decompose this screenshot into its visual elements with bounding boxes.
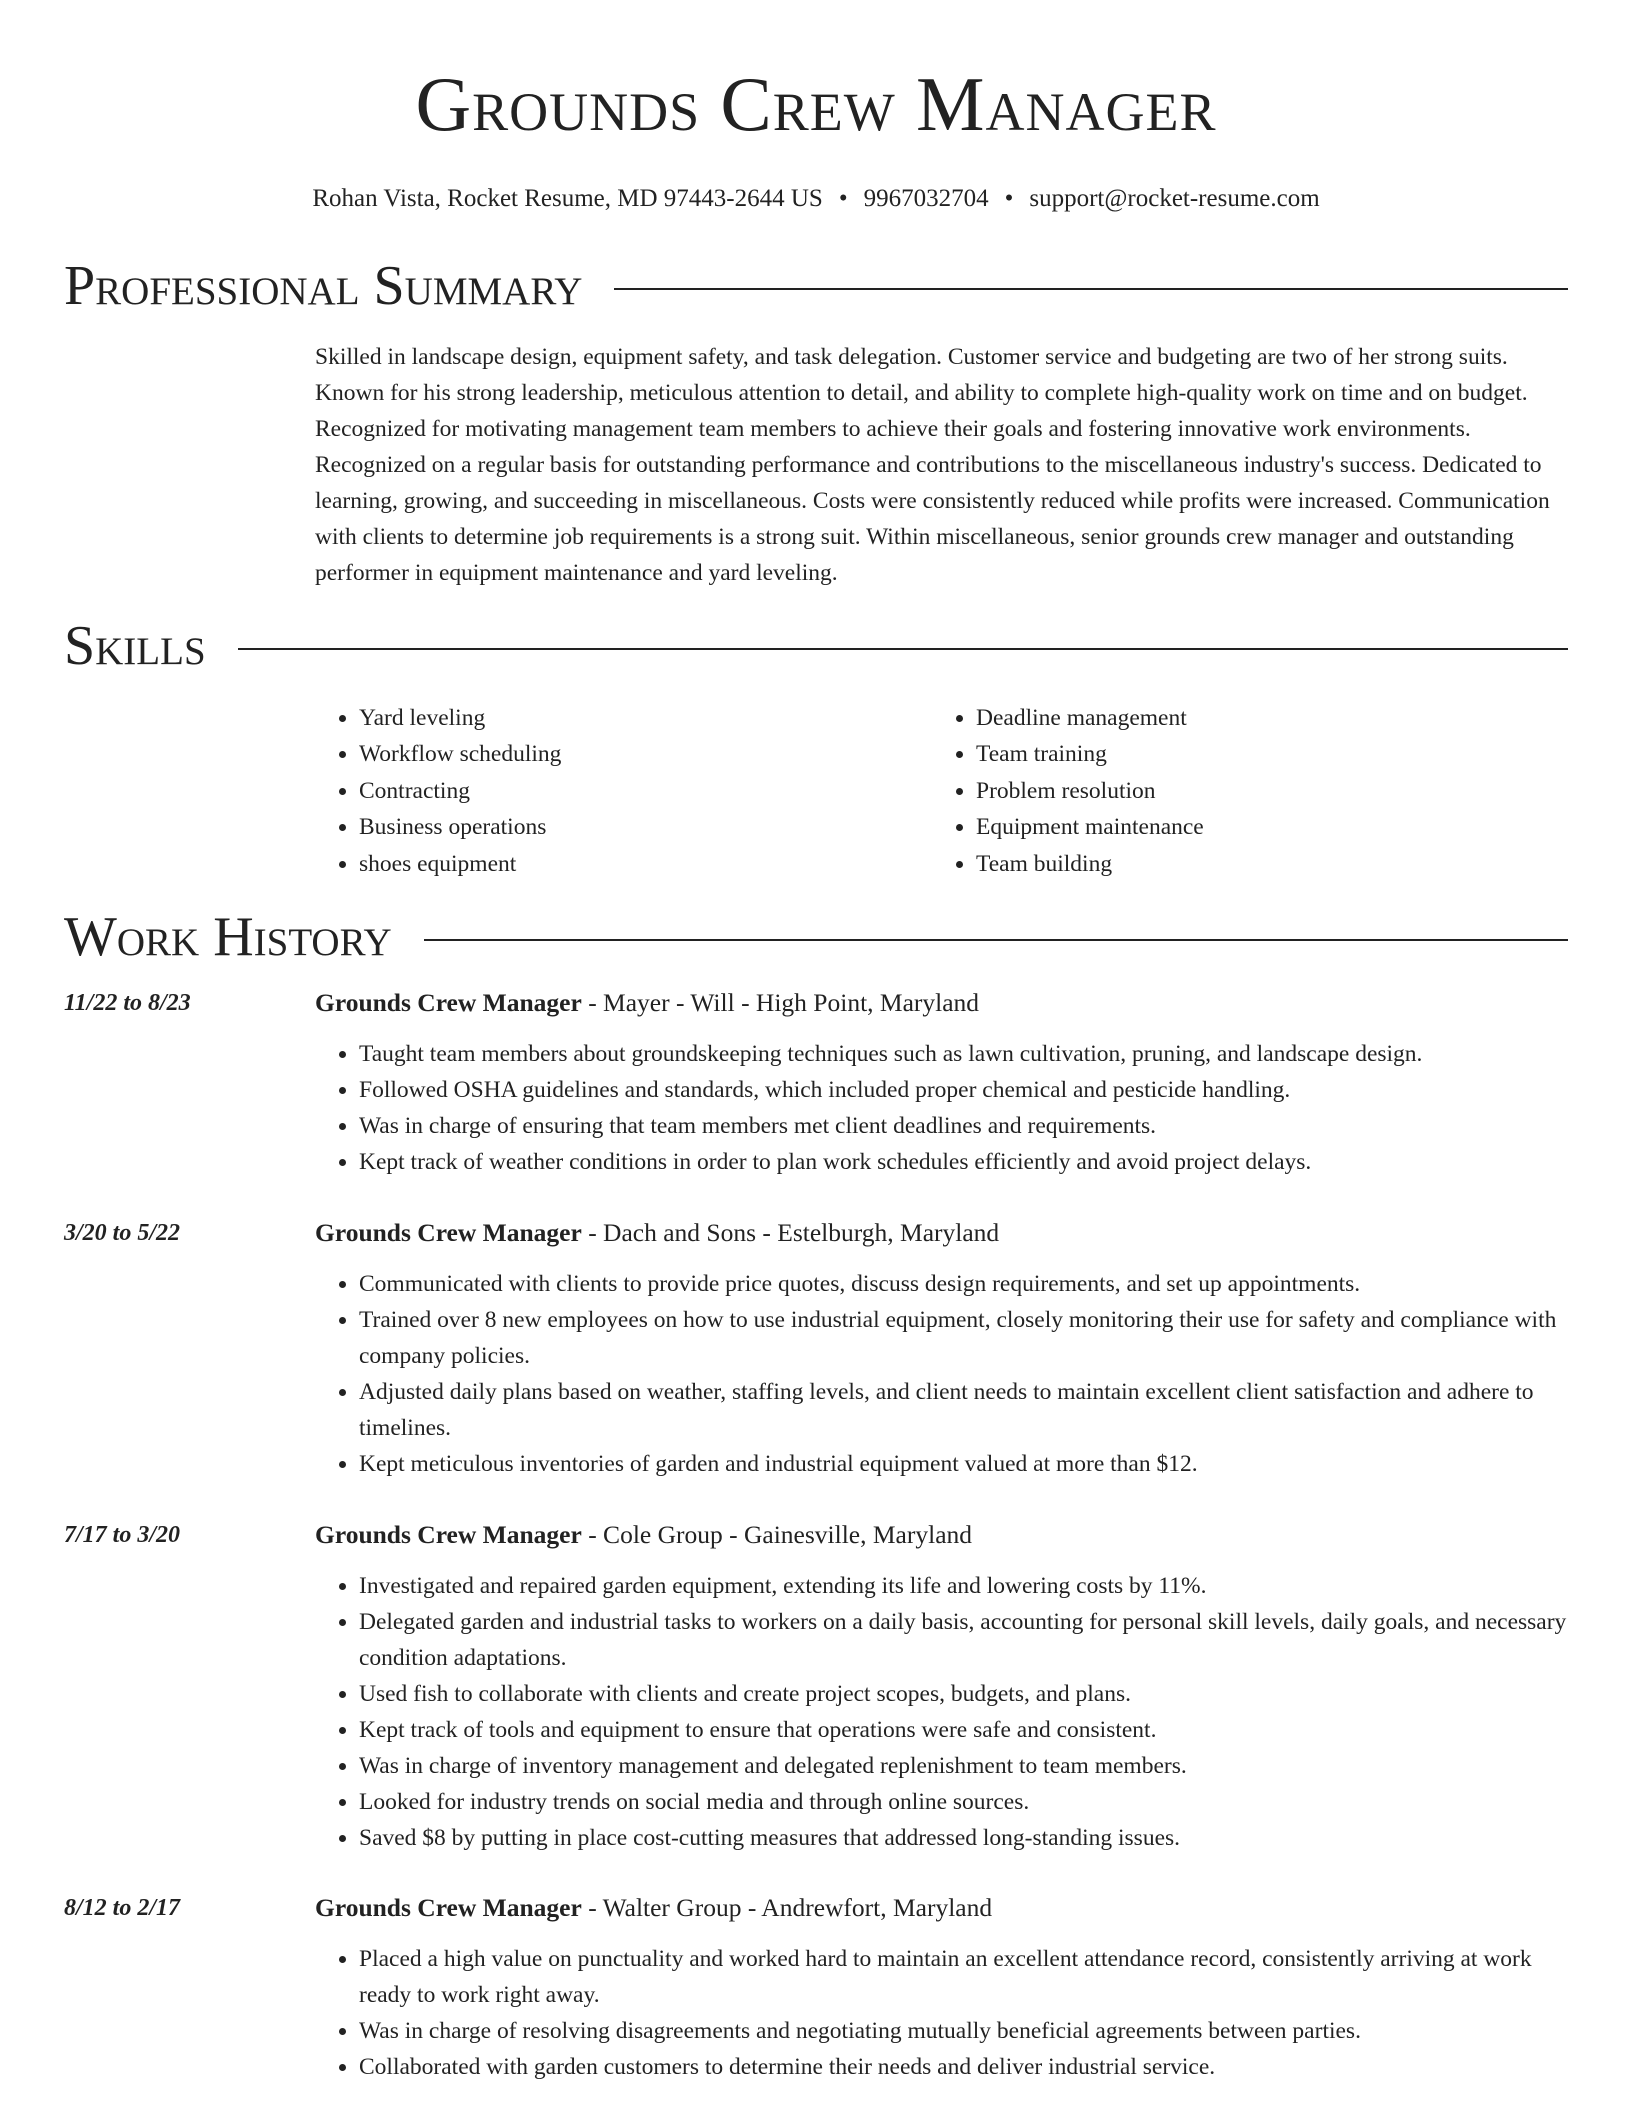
job-employer-location: - Mayer - Will - High Point, Maryland [581, 988, 980, 1017]
skills-section-header [64, 614, 1568, 678]
job-bullet: • Was in charge of resolving disagreements and negotiating mutually beneficial agreements between parties. [359, 2013, 1568, 2049]
job-bullet: • Adjusted daily plans based on weather, staffing levels, and client needs to maintain excellent client satisfaction and adhere to timelines. [359, 1374, 1568, 1446]
job-employer-location: - Dach and Sons - Estelburgh, Maryland [581, 1218, 1000, 1247]
skill-item: • Deadline management [976, 700, 1549, 736]
job-bullet: • Communicated with clients to provide price quotes, discuss design requirements, and set up appointments. [359, 1266, 1568, 1302]
job-dates: 8/12 to 2/17 [64, 1895, 181, 1921]
job-bullets [315, 1266, 1568, 1482]
skill-item: • shoes equipment [359, 846, 932, 882]
job-entry [64, 986, 1568, 1180]
skills-column-left [315, 700, 932, 882]
skill-item: • Business operations [359, 809, 932, 845]
job-bullets [315, 1941, 1568, 2085]
contact-address: Rohan Vista, Rocket Resume, MD 97443-2644 US [312, 185, 823, 212]
job-title-line [315, 986, 1568, 1020]
section-divider [424, 939, 1568, 941]
job-entry [64, 1518, 1568, 1856]
job-title-line [315, 1216, 1568, 1250]
skill-item: • Team building [976, 846, 1549, 882]
job-title: Grounds Crew Manager [315, 1893, 582, 1922]
job-bullet: • Trained over 8 new employees on how to use industrial equipment, closely monitoring their use for safety and compliance with company policies. [359, 1302, 1568, 1374]
skill-item: • Contracting [359, 773, 932, 809]
job-bullet: • Collaborated with garden customers to determine their needs and deliver industrial service. [359, 2049, 1568, 2085]
skill-item: • Problem resolution [976, 773, 1549, 809]
skill-item: • Workflow scheduling [359, 736, 932, 772]
job-title-line [315, 1891, 1568, 1925]
job-title: Grounds Crew Manager [315, 1218, 582, 1247]
contact-email: support@rocket-resume.com [1029, 185, 1320, 212]
job-bullet: • Taught team members about groundskeeping techniques such as lawn cultivation, pruning, and landscape design. [359, 1036, 1568, 1072]
job-dates: 11/22 to 8/23 [64, 990, 191, 1016]
job-bullet: • Followed OSHA guidelines and standards, which included proper chemical and pesticide handling. [359, 1072, 1568, 1108]
job-bullets [315, 1036, 1568, 1180]
work-history-section-header [64, 905, 1568, 969]
skill-item: • Equipment maintenance [976, 809, 1549, 845]
job-title: Grounds Crew Manager [315, 988, 582, 1017]
job-bullet: • Investigated and repaired garden equipment, extending its life and lowering costs by 11%. [359, 1568, 1568, 1604]
skills-column-right [932, 700, 1549, 882]
job-bullet: • Placed a high value on punctuality and worked hard to maintain an excellent attendance record, consistently arriving at work ready to work right away. [359, 1941, 1568, 2013]
job-employer-location: - Cole Group - Gainesville, Maryland [581, 1520, 973, 1549]
job-bullet: • Was in charge of ensuring that team members met client deadlines and requirements. [359, 1108, 1568, 1144]
summary-heading: Professional Summary [64, 255, 583, 317]
skill-item: • Team training [976, 736, 1549, 772]
summary-text: Skilled in landscape design, equipment safety, and task delegation. Customer service and budgeting are two of her strong suits. Known for his strong leadership, meticulous attention to detail, and ability to complete high-quality work on time and on budget. Recognized for motivating management team members to achieve their goals and fostering innovative work environments. Recognized on a regular basis for outstanding performance and contributions to the miscellaneous industry's success. Dedicated to learning, growing, and succeeding in miscellaneous. Costs were consistently reduced while profits were increased. Communication with clients to determine job requirements is a strong suit. Within miscellaneous, senior grounds crew manager and outstanding performer in equipment maintenance and yard leveling. [315, 344, 1550, 586]
contact-line [0, 184, 1632, 214]
summary-section-header [64, 254, 1568, 318]
job-title: Grounds Crew Manager [315, 1520, 582, 1549]
job-bullet: • Saved $8 by putting in place cost-cutting measures that addressed long-standing issues. [359, 1820, 1568, 1856]
job-entry [64, 1891, 1568, 2085]
job-dates: 3/20 to 5/22 [64, 1220, 181, 1246]
skills-list [315, 700, 1568, 882]
job-bullet: • Was in charge of inventory management and delegated replenishment to team members. [359, 1748, 1568, 1784]
job-bullet: • Delegated garden and industrial tasks to workers on a daily basis, accounting for personal skill levels, daily goals, and necessary condition adaptations. [359, 1604, 1568, 1676]
section-divider [238, 648, 1568, 650]
job-bullets [315, 1568, 1568, 1856]
resume-name: Grounds Crew Manager [415, 61, 1217, 147]
contact-separator: • [838, 185, 848, 212]
skill-item: • Yard leveling [359, 700, 932, 736]
job-bullet: • Kept track of weather conditions in order to plan work schedules efficiently and avoid project delays. [359, 1144, 1568, 1180]
section-divider [614, 288, 1568, 290]
job-bullet: • Kept track of tools and equipment to ensure that operations were safe and consistent. [359, 1712, 1568, 1748]
contact-separator: • [1004, 185, 1014, 212]
job-dates: 7/17 to 3/20 [64, 1522, 181, 1548]
job-title-line [315, 1518, 1568, 1552]
skills-heading: Skills [64, 615, 206, 677]
job-entry [64, 1216, 1568, 1482]
job-bullet: • Used fish to collaborate with clients and create project scopes, budgets, and plans. [359, 1676, 1568, 1712]
job-employer-location: - Walter Group - Andrewfort, Maryland [581, 1893, 993, 1922]
job-bullet: • Kept meticulous inventories of garden and industrial equipment valued at more than $12. [359, 1446, 1568, 1482]
work-history-heading: Work History [64, 906, 392, 968]
contact-phone: 9967032704 [863, 185, 989, 212]
job-bullet: • Looked for industry trends on social media and through online sources. [359, 1784, 1568, 1820]
